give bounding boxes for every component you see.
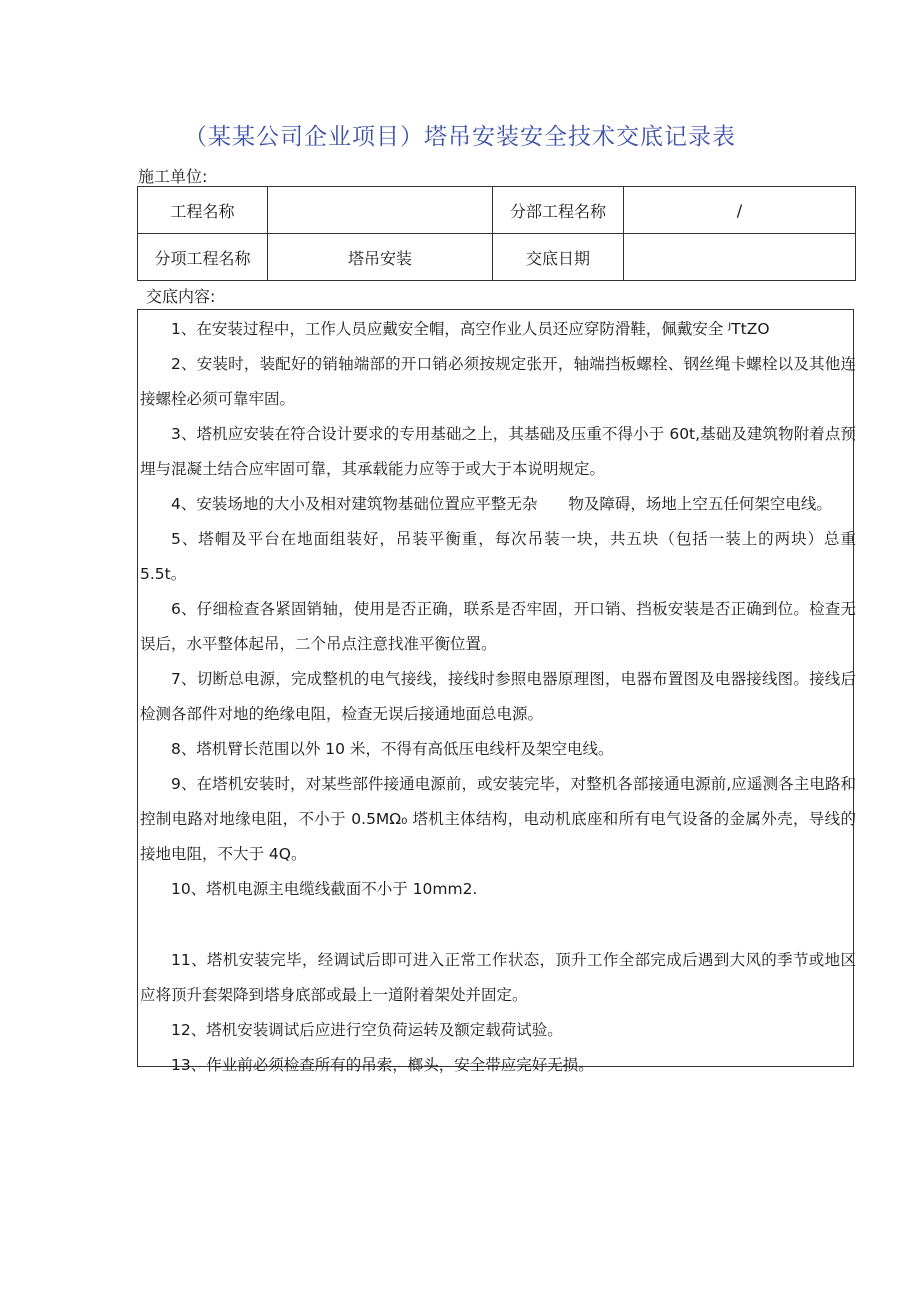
- item-name-value: 塔吊安装: [268, 234, 493, 281]
- handover-date-label: 交底日期: [493, 234, 624, 281]
- list-item: 6、仔细检查各紧固销轴，使用是否正确，联系是否牢固，开口销、挡板安装是否正确到位。检查无误后，水平整体起吊，二个吊点注意找准平衡位置。: [140, 600, 856, 653]
- table-row: [138, 234, 856, 281]
- handover-date-value: [624, 234, 856, 281]
- list-item: 13、作业前必须检查所有的吊索，榔头，安全带应完好无损。: [171, 1056, 594, 1074]
- list-item: 12、塔机安装调试后应进行空负荷运转及额定载荷试验。: [171, 1021, 563, 1039]
- list-item: 2、安装时，装配好的销轴端部的开口销必须按规定张开，轴端挡板螺栓、钢丝绳卡螺栓以及其他连接螺栓必须可靠牢固。: [140, 355, 856, 408]
- project-name-label: 工程名称: [138, 187, 268, 234]
- project-name-value: [268, 187, 493, 234]
- list-item: 4、安装场地的大小及相对建筑物基础位置应平整无杂 物及障碍，场地上空五任何架空电线。: [171, 495, 832, 513]
- list-item: 3、塔机应安装在符合设计要求的专用基础之上，其基础及压重不得小于 60t,基础及建筑物附着点预埋与混凝土结合应牢固可靠，其承载能力应等于或大于本说明规定。: [140, 425, 856, 478]
- sub-project-value: /: [624, 187, 856, 234]
- list-item: 11、塔机安装完毕，经调试后即可进入正常工作状态，顶升工作全部完成后遇到大风的季节或地区应将顶升套架降到塔身底部或最上一道附着架处并固定。: [140, 951, 856, 1004]
- list-item: 9、在塔机安装时，对某些部件接通电源前，或安装完毕，对整机各部接通电源前,应遥测各主电路和控制电路对地缘电阻，不小于 0.5MΩ₀ 塔机主体结构，电动机底座和所有电气设备的金属外壳，导线的接地电阻，不大于 4Q。: [140, 775, 856, 863]
- list-item: 8、塔机臂长范围以外 10 米，不得有高低压电线杆及架空电线。: [171, 740, 614, 758]
- list-item: 5、塔帽及平台在地面组装好，吊装平衡重，每次吊装一块，共五块（包括一装上的两块）总重 5.5t。: [140, 530, 856, 583]
- content-items: [140, 312, 856, 1083]
- info-table: [137, 186, 856, 281]
- construction-unit-label: 施工单位:: [138, 167, 208, 186]
- sub-project-label: 分部工程名称: [493, 187, 624, 234]
- list-item: 7、切断总电源，完成整机的电气接线，接线时参照电器原理图，电器布置图及电器接线图。接线后检测各部件对地的绝缘电阻，检查无误后接通地面总电源。: [140, 670, 856, 723]
- page-title: （某某公司企业项目）塔吊安装安全技术交底记录表: [184, 124, 736, 150]
- list-item: 10、塔机电源主电缆线截面不小于 10mm2.: [171, 880, 478, 898]
- table-row: [138, 187, 856, 234]
- item-name-label: 分项工程名称: [138, 234, 268, 281]
- content-label: 交底内容:: [146, 287, 216, 306]
- list-item: 1、在安装过程中，工作人员应戴安全帽，高空作业人员还应穿防滑鞋，佩戴安全 ᴶTtZO: [171, 320, 770, 338]
